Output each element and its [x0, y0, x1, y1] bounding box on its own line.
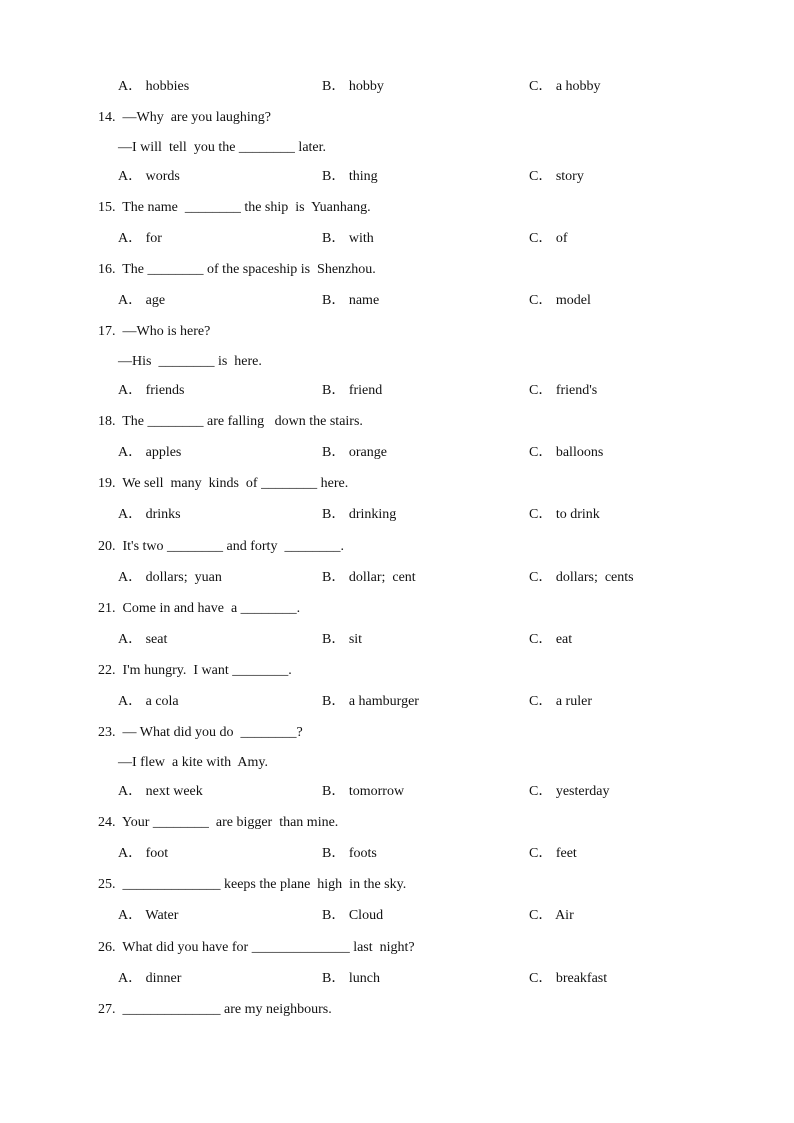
option-c-q19: C． to drink: [529, 507, 600, 522]
option-c-q14: C． story: [529, 169, 584, 184]
option-b-q22: B． a hamburger: [322, 694, 419, 709]
option-a-q19: A． drinks: [118, 507, 181, 522]
option-a-q21: A． seat: [118, 632, 168, 647]
option-c-q18: C． balloons: [529, 445, 604, 460]
option-a-q22: A． a cola: [118, 694, 179, 709]
option-b-q20: B． dollar; cent: [322, 570, 416, 585]
question-19: 19. We sell many kinds of ________ here.: [98, 476, 349, 491]
question-16: 16. The ________ of the spaceship is Shenzhou.: [98, 262, 376, 277]
option-b-q14: B． thing: [322, 169, 378, 184]
question-18: 18. The ________ are falling down the stairs.: [98, 414, 363, 429]
option-c-q16: C． model: [529, 293, 591, 308]
option-b-q18: B． orange: [322, 445, 387, 460]
option-c-q20: C． dollars; cents: [529, 570, 634, 585]
question-14: 14. —Why are you laughing?: [98, 110, 272, 125]
option-b-q21: B． sit: [322, 632, 363, 647]
option-c-q25: C． Air: [529, 908, 574, 923]
option-a-q25: A． Water: [118, 908, 179, 923]
option-a-q13: A． hobbies: [118, 79, 190, 94]
option-b-q24: B． foots: [322, 846, 377, 861]
option-c-q13: C． a hobby: [529, 79, 601, 94]
option-c-q17: C． friend's: [529, 383, 598, 398]
option-a-q26: A． dinner: [118, 971, 182, 986]
option-c-q22: C． a ruler: [529, 694, 592, 709]
option-c-q15: C． of: [529, 231, 568, 246]
option-a-q17: A． friends: [118, 383, 185, 398]
question-21: 21. Come in and have a ________.: [98, 601, 301, 616]
question-17-reply: —His ________ is here.: [118, 354, 262, 369]
option-c-q23: C． yesterday: [529, 784, 610, 799]
question-24: 24. Your ________ are bigger than mine.: [98, 815, 339, 830]
option-a-q23: A． next week: [118, 784, 203, 799]
option-b-q13: B． hobby: [322, 79, 384, 94]
option-c-q24: C． feet: [529, 846, 577, 861]
option-b-q16: B． name: [322, 293, 380, 308]
option-a-q24: A． foot: [118, 846, 169, 861]
question-20: 20. It's two ________ and forty ________.: [98, 539, 344, 554]
option-b-q26: B． lunch: [322, 971, 380, 986]
question-27: 27. ______________ are my neighbours.: [98, 1002, 332, 1017]
option-b-q25: B． Cloud: [322, 908, 384, 923]
question-15: 15. The name ________ the ship is Yuanhang.: [98, 200, 371, 215]
question-23: 23. — What did you do ________?: [98, 725, 303, 740]
question-22: 22. I'm hungry. I want ________.: [98, 663, 292, 678]
question-26: 26. What did you have for ______________ last night?: [98, 940, 415, 955]
option-b-q17: B． friend: [322, 383, 383, 398]
option-b-q19: B． drinking: [322, 507, 397, 522]
question-25: 25. ______________ keeps the plane high in the sky.: [98, 877, 407, 892]
option-a-q20: A． dollars; yuan: [118, 570, 222, 585]
option-a-q14: A． words: [118, 169, 180, 184]
option-a-q18: A． apples: [118, 445, 182, 460]
question-14-reply: —I will tell you the ________ later.: [118, 140, 327, 155]
question-17: 17. —Who is here?: [98, 324, 211, 339]
option-b-q15: B． with: [322, 231, 374, 246]
option-c-q26: C． breakfast: [529, 971, 608, 986]
option-c-q21: C． eat: [529, 632, 573, 647]
option-b-q23: B． tomorrow: [322, 784, 405, 799]
option-a-q15: A． for: [118, 231, 162, 246]
option-a-q16: A． age: [118, 293, 166, 308]
question-23-reply: —I flew a kite with Amy.: [118, 755, 268, 770]
